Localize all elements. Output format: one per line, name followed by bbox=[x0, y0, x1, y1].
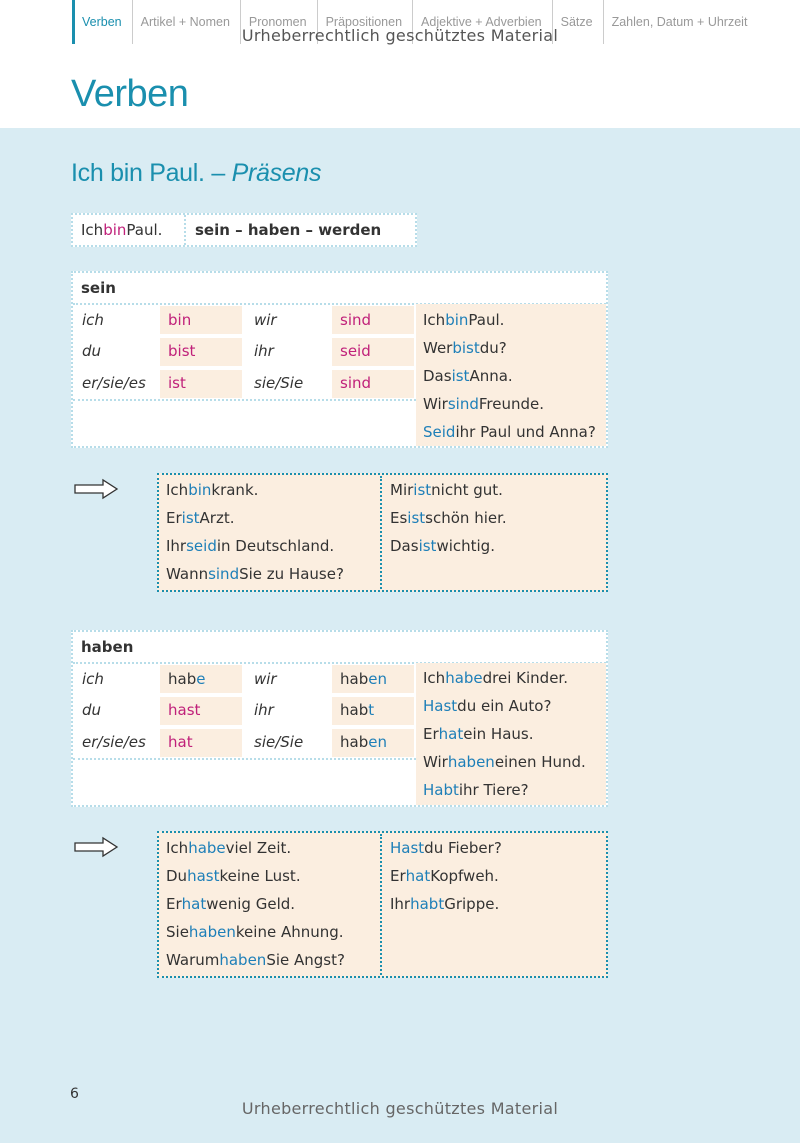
pronoun-cell: du bbox=[74, 338, 156, 366]
verb-highlight: bist bbox=[452, 339, 480, 357]
example-sentence: Ihr habt Grippe. bbox=[390, 895, 500, 913]
pronoun-cell: er/sie/es bbox=[74, 370, 156, 398]
haben-usage-right bbox=[383, 834, 603, 918]
example-sentence: Sie haben keine Ahnung. bbox=[166, 923, 344, 941]
arrow-right-icon bbox=[73, 478, 119, 500]
pronoun-cell: ich bbox=[74, 306, 156, 334]
verb-highlight: hat bbox=[405, 867, 431, 885]
pronoun-cell: wir bbox=[246, 306, 328, 334]
pronoun-cell: ihr bbox=[246, 338, 328, 366]
haben-usage-divider bbox=[380, 834, 382, 975]
verb-highlight: habt bbox=[410, 895, 445, 913]
example-sentence: Du hast keine Lust. bbox=[166, 867, 301, 885]
section-title-italic: Präsens bbox=[231, 159, 322, 187]
example-sentence: Ich bin krank. bbox=[166, 481, 259, 499]
verb-form-cell: hab en bbox=[332, 729, 414, 757]
tab-verben[interactable]: Verben bbox=[72, 0, 132, 44]
example-sentence: Er hat wenig Geld. bbox=[166, 895, 296, 913]
pronoun-cell: ihr bbox=[246, 697, 328, 725]
verb-highlight: ist bbox=[451, 367, 470, 385]
verb-form-cell: sind bbox=[332, 306, 414, 334]
sein-usage-divider bbox=[380, 476, 382, 589]
verb-form-cell: ist bbox=[160, 370, 242, 398]
verb-highlight: hast bbox=[187, 867, 220, 885]
sein-header: sein bbox=[81, 278, 116, 297]
tab-artikel-nomen[interactable]: Artikel + Nomen bbox=[132, 0, 240, 44]
verb-form-cell: bin bbox=[160, 306, 242, 334]
sein-usage-left bbox=[159, 476, 379, 588]
example-sentence: Es ist schön hier. bbox=[390, 509, 507, 527]
tab-pronomen[interactable]: Pronomen bbox=[240, 0, 317, 44]
verb-form-cell: bist bbox=[160, 338, 242, 366]
tab-praepositionen[interactable]: Präpositionen bbox=[317, 0, 412, 44]
verb-highlight: haben bbox=[188, 923, 236, 941]
sein-examples bbox=[416, 306, 606, 446]
pronoun-cell: wir bbox=[246, 665, 328, 693]
verb-highlight: Hast bbox=[390, 839, 425, 857]
grid-bottom-divider bbox=[73, 399, 416, 401]
example-sentence: Er hat ein Haus. bbox=[423, 725, 534, 743]
page-title: Verben bbox=[71, 73, 189, 115]
pronoun-cell: sie/Sie bbox=[246, 729, 328, 757]
intro-sentence: Ich bin Paul. bbox=[81, 220, 163, 239]
example-sentence: Er ist Arzt. bbox=[166, 509, 235, 527]
verb-highlight: sind bbox=[447, 395, 479, 413]
verb-form-cell: hat bbox=[160, 729, 242, 757]
verb-form-cell: hast bbox=[160, 697, 242, 725]
example-sentence: Das ist wichtig. bbox=[390, 537, 495, 555]
section-title-main: Ich bin Paul. – bbox=[71, 159, 232, 187]
verb-highlight: habe bbox=[445, 669, 483, 687]
pronoun-cell: ich bbox=[74, 665, 156, 693]
verb-highlight: bin bbox=[188, 481, 212, 499]
verb-highlight: sind bbox=[208, 565, 240, 583]
example-sentence: Habt ihr Tiere? bbox=[423, 781, 529, 799]
watermark-bottom: Urheberrechtlich geschütztes Material bbox=[241, 1099, 559, 1118]
tab-zahlen-datum-uhrzeit[interactable]: Zahlen, Datum + Uhrzeit bbox=[603, 0, 758, 44]
verb-highlight: seid bbox=[186, 537, 217, 555]
example-sentence: Er hat Kopfweh. bbox=[390, 867, 499, 885]
example-sentence: Wann sind Sie zu Hause? bbox=[166, 565, 344, 583]
verb-highlight: hat bbox=[438, 725, 464, 743]
example-sentence: Ich habe drei Kinder. bbox=[423, 669, 568, 687]
verb-form-cell: hab t bbox=[332, 697, 414, 725]
pronoun-cell: sie/Sie bbox=[246, 370, 328, 398]
verb-highlight: haben bbox=[219, 951, 267, 969]
example-sentence: Das ist Anna. bbox=[423, 367, 513, 385]
verb-form-cell: hab en bbox=[332, 665, 414, 693]
example-sentence: Wir haben einen Hund. bbox=[423, 753, 586, 771]
verb-highlight: ist bbox=[407, 509, 426, 527]
verb-form-cell: hab e bbox=[160, 665, 242, 693]
example-sentence: Wir sind Freunde. bbox=[423, 395, 544, 413]
verb-highlight: bin bbox=[445, 311, 469, 329]
example-sentence: Hast du Fieber? bbox=[390, 839, 502, 857]
example-sentence: Seid ihr Paul und Anna? bbox=[423, 423, 596, 441]
verb-highlight: hat bbox=[181, 895, 207, 913]
verb-highlight: ist bbox=[418, 537, 437, 555]
example-sentence: Mir ist nicht gut. bbox=[390, 481, 503, 499]
example-sentence: Wer bist du? bbox=[423, 339, 507, 357]
example-sentence: Hast du ein Auto? bbox=[423, 697, 552, 715]
haben-header: haben bbox=[81, 637, 134, 656]
example-sentence: Ich bin Paul. bbox=[423, 311, 505, 329]
verb-highlight: Habt bbox=[423, 781, 459, 799]
haben-usage-left bbox=[159, 834, 379, 974]
verb-highlight: Seid bbox=[423, 423, 456, 441]
verb-highlight: ist bbox=[413, 481, 432, 499]
pronoun-cell: er/sie/es bbox=[74, 729, 156, 757]
section-title bbox=[71, 159, 321, 188]
verb-highlight: ist bbox=[181, 509, 200, 527]
grid-bottom-divider bbox=[73, 758, 416, 760]
verb-highlight: haben bbox=[447, 753, 495, 771]
verb-form-cell: sind bbox=[332, 370, 414, 398]
sein-usage-right bbox=[383, 476, 603, 560]
watermark-top: Urheberrechtlich geschütztes Material bbox=[241, 26, 559, 45]
example-sentence: Ich habe viel Zeit. bbox=[166, 839, 292, 857]
tab-adjektive-adverbien[interactable]: Adjektive + Adverbien bbox=[412, 0, 552, 44]
pronoun-cell: du bbox=[74, 697, 156, 725]
intro-heading: sein – haben – werden bbox=[195, 220, 382, 239]
tab-saetze[interactable]: Sätze bbox=[552, 0, 603, 44]
intro-divider bbox=[184, 215, 186, 245]
verb-highlight: habe bbox=[188, 839, 226, 857]
example-sentence: Warum haben Sie Angst? bbox=[166, 951, 345, 969]
example-sentence: Ihr seid in Deutschland. bbox=[166, 537, 335, 555]
haben-examples bbox=[416, 664, 606, 804]
verb-highlight: Hast bbox=[423, 697, 458, 715]
page-number: 6 bbox=[70, 1086, 79, 1102]
arrow-right-icon bbox=[73, 836, 119, 858]
verb-form-cell: seid bbox=[332, 338, 414, 366]
